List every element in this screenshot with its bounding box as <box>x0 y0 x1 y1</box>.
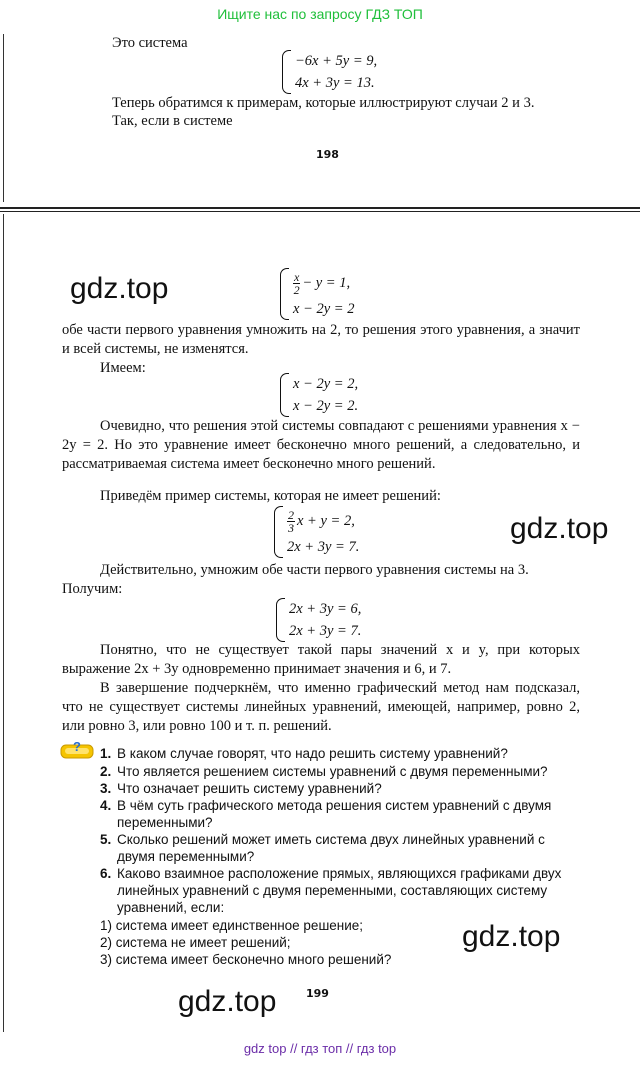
subitem-1: 1) система имеет единственное решение; <box>100 918 364 933</box>
left-page-border-bottom <box>3 214 4 1032</box>
system-2 <box>280 268 354 320</box>
question-number: 1. <box>100 746 112 761</box>
paragraph-5: Понятно, что не существует такой пары значений x и y, при которых выражение 2x + 3y одновременно принимает значения и 6, и 7. <box>62 642 580 677</box>
system-4 <box>274 506 359 558</box>
question-1 <box>100 745 578 762</box>
system-brace <box>282 50 291 94</box>
system-3-eq-1: x − 2y = 2, <box>293 376 359 392</box>
system-3-eq-2: x − 2y = 2. <box>293 398 359 414</box>
question-text: Что означает решить систему уравнений? <box>117 781 382 796</box>
watermark-gdz-top: gdz.top <box>178 985 277 1018</box>
system-brace <box>274 506 283 558</box>
question-icon <box>60 739 94 759</box>
question-text: В каком случае говорят, что надо решить систему уравнений? <box>117 746 508 761</box>
question-text: Что является решением системы уравнений с двумя переменными? <box>117 764 548 779</box>
paragraph-6: В завершение подчеркнём, что именно графический метод нам подсказал, что не существует системы линейных уравнений, имеющей, например, ровно 2, или ровно 3, или ровно 100 и т. п. решений. <box>62 680 580 734</box>
question-number: 2. <box>100 764 112 779</box>
question-5 <box>100 831 578 865</box>
fraction: $\frac{2}{3}$ <box>288 508 294 536</box>
system-5-eq-1: 2x + 3y = 6, <box>289 601 362 617</box>
system-2-eq-1: $\frac{x}{2}$ − y = 1, <box>293 270 351 298</box>
system-4-eq-2: 2x + 3y = 7. <box>287 539 360 555</box>
system-5-eq-2: 2x + 3y = 7. <box>289 623 362 639</box>
watermark-gdz-top: gdz.top <box>510 512 609 545</box>
page-divider <box>0 207 640 209</box>
page-divider-thin <box>0 211 640 212</box>
question-text: В чём суть графического метода решения систем уравнений с двумя переменными? <box>117 798 552 830</box>
subitem-2: 2) система не имеет решений; <box>100 935 291 950</box>
page-number-198: 198 <box>316 148 339 161</box>
question-number: 3. <box>100 781 112 796</box>
question-number: 6. <box>100 866 112 881</box>
paragraph-2: Очевидно, что решения этой системы совпадают с решениями уравнения x − 2y = 2. Но это уравнение имеет бесконечно много решений, а следовательно, и рассматриваемая система имеет бесконечно много решений. <box>62 418 580 472</box>
paragraph-3: Приведём пример системы, которая не имеет решений: <box>100 488 441 504</box>
system-3 <box>280 373 358 417</box>
top-banner[interactable]: Ищите нас по запросу ГДЗ ТОП <box>217 6 423 22</box>
page-number-199: 199 <box>306 987 329 1000</box>
got-label: Получим: <box>62 581 123 597</box>
system-1-eq-2: 4x + 3y = 13. <box>295 75 375 91</box>
footer-links[interactable]: gdz top // гдз топ // гдз top <box>243 1041 397 1056</box>
question-text: Сколько решений может иметь система двух линейных уравнений с двумя переменными? <box>117 832 545 864</box>
question-3 <box>100 780 578 797</box>
system-brace <box>280 268 289 320</box>
system-brace <box>276 598 285 642</box>
question-number: 5. <box>100 832 112 847</box>
left-page-border-top <box>3 34 4 202</box>
question-text: Каково взаимное расположение прямых, являющихся графиками двух линейных уравнений с двумя переменными, составляющих систему уравнений, если: <box>117 866 562 915</box>
watermark-gdz-top: gdz.top <box>462 920 561 953</box>
system-5 <box>276 598 361 642</box>
subitem-3: 3) система имеет бесконечно много решений? <box>100 952 392 967</box>
text-line-1: Теперь обратимся к примерам, которые иллюстрируют случаи 2 и 3. <box>112 95 535 111</box>
system-2-eq-2: x − 2y = 2 <box>293 301 355 317</box>
text-line-2: Так, если в системе <box>112 113 233 129</box>
watermark-gdz-top: gdz.top <box>70 272 169 305</box>
system-4-eq-1: $\frac{2}{3}$ x + y = 2, <box>288 508 355 536</box>
system-1 <box>282 50 377 94</box>
question-4 <box>100 797 578 831</box>
question-6 <box>100 865 578 916</box>
svg-text:?: ? <box>73 739 81 754</box>
fraction: $\frac{x}{2}$ <box>293 270 300 298</box>
system-brace <box>280 373 289 417</box>
intro-text: Это система <box>112 35 188 51</box>
system-1-eq-1: −6x + 5y = 9, <box>295 53 378 69</box>
paragraph-1: обе части первого уравнения умножить на 2, то решения этого уравнения, а значит и всей системы, не изменятся. <box>62 322 580 357</box>
question-2 <box>100 763 578 780</box>
question-number: 4. <box>100 798 112 813</box>
have-label: Имеем: <box>100 360 146 376</box>
paragraph-4: Действительно, умножим обе части первого уравнения системы на 3. <box>100 562 529 578</box>
